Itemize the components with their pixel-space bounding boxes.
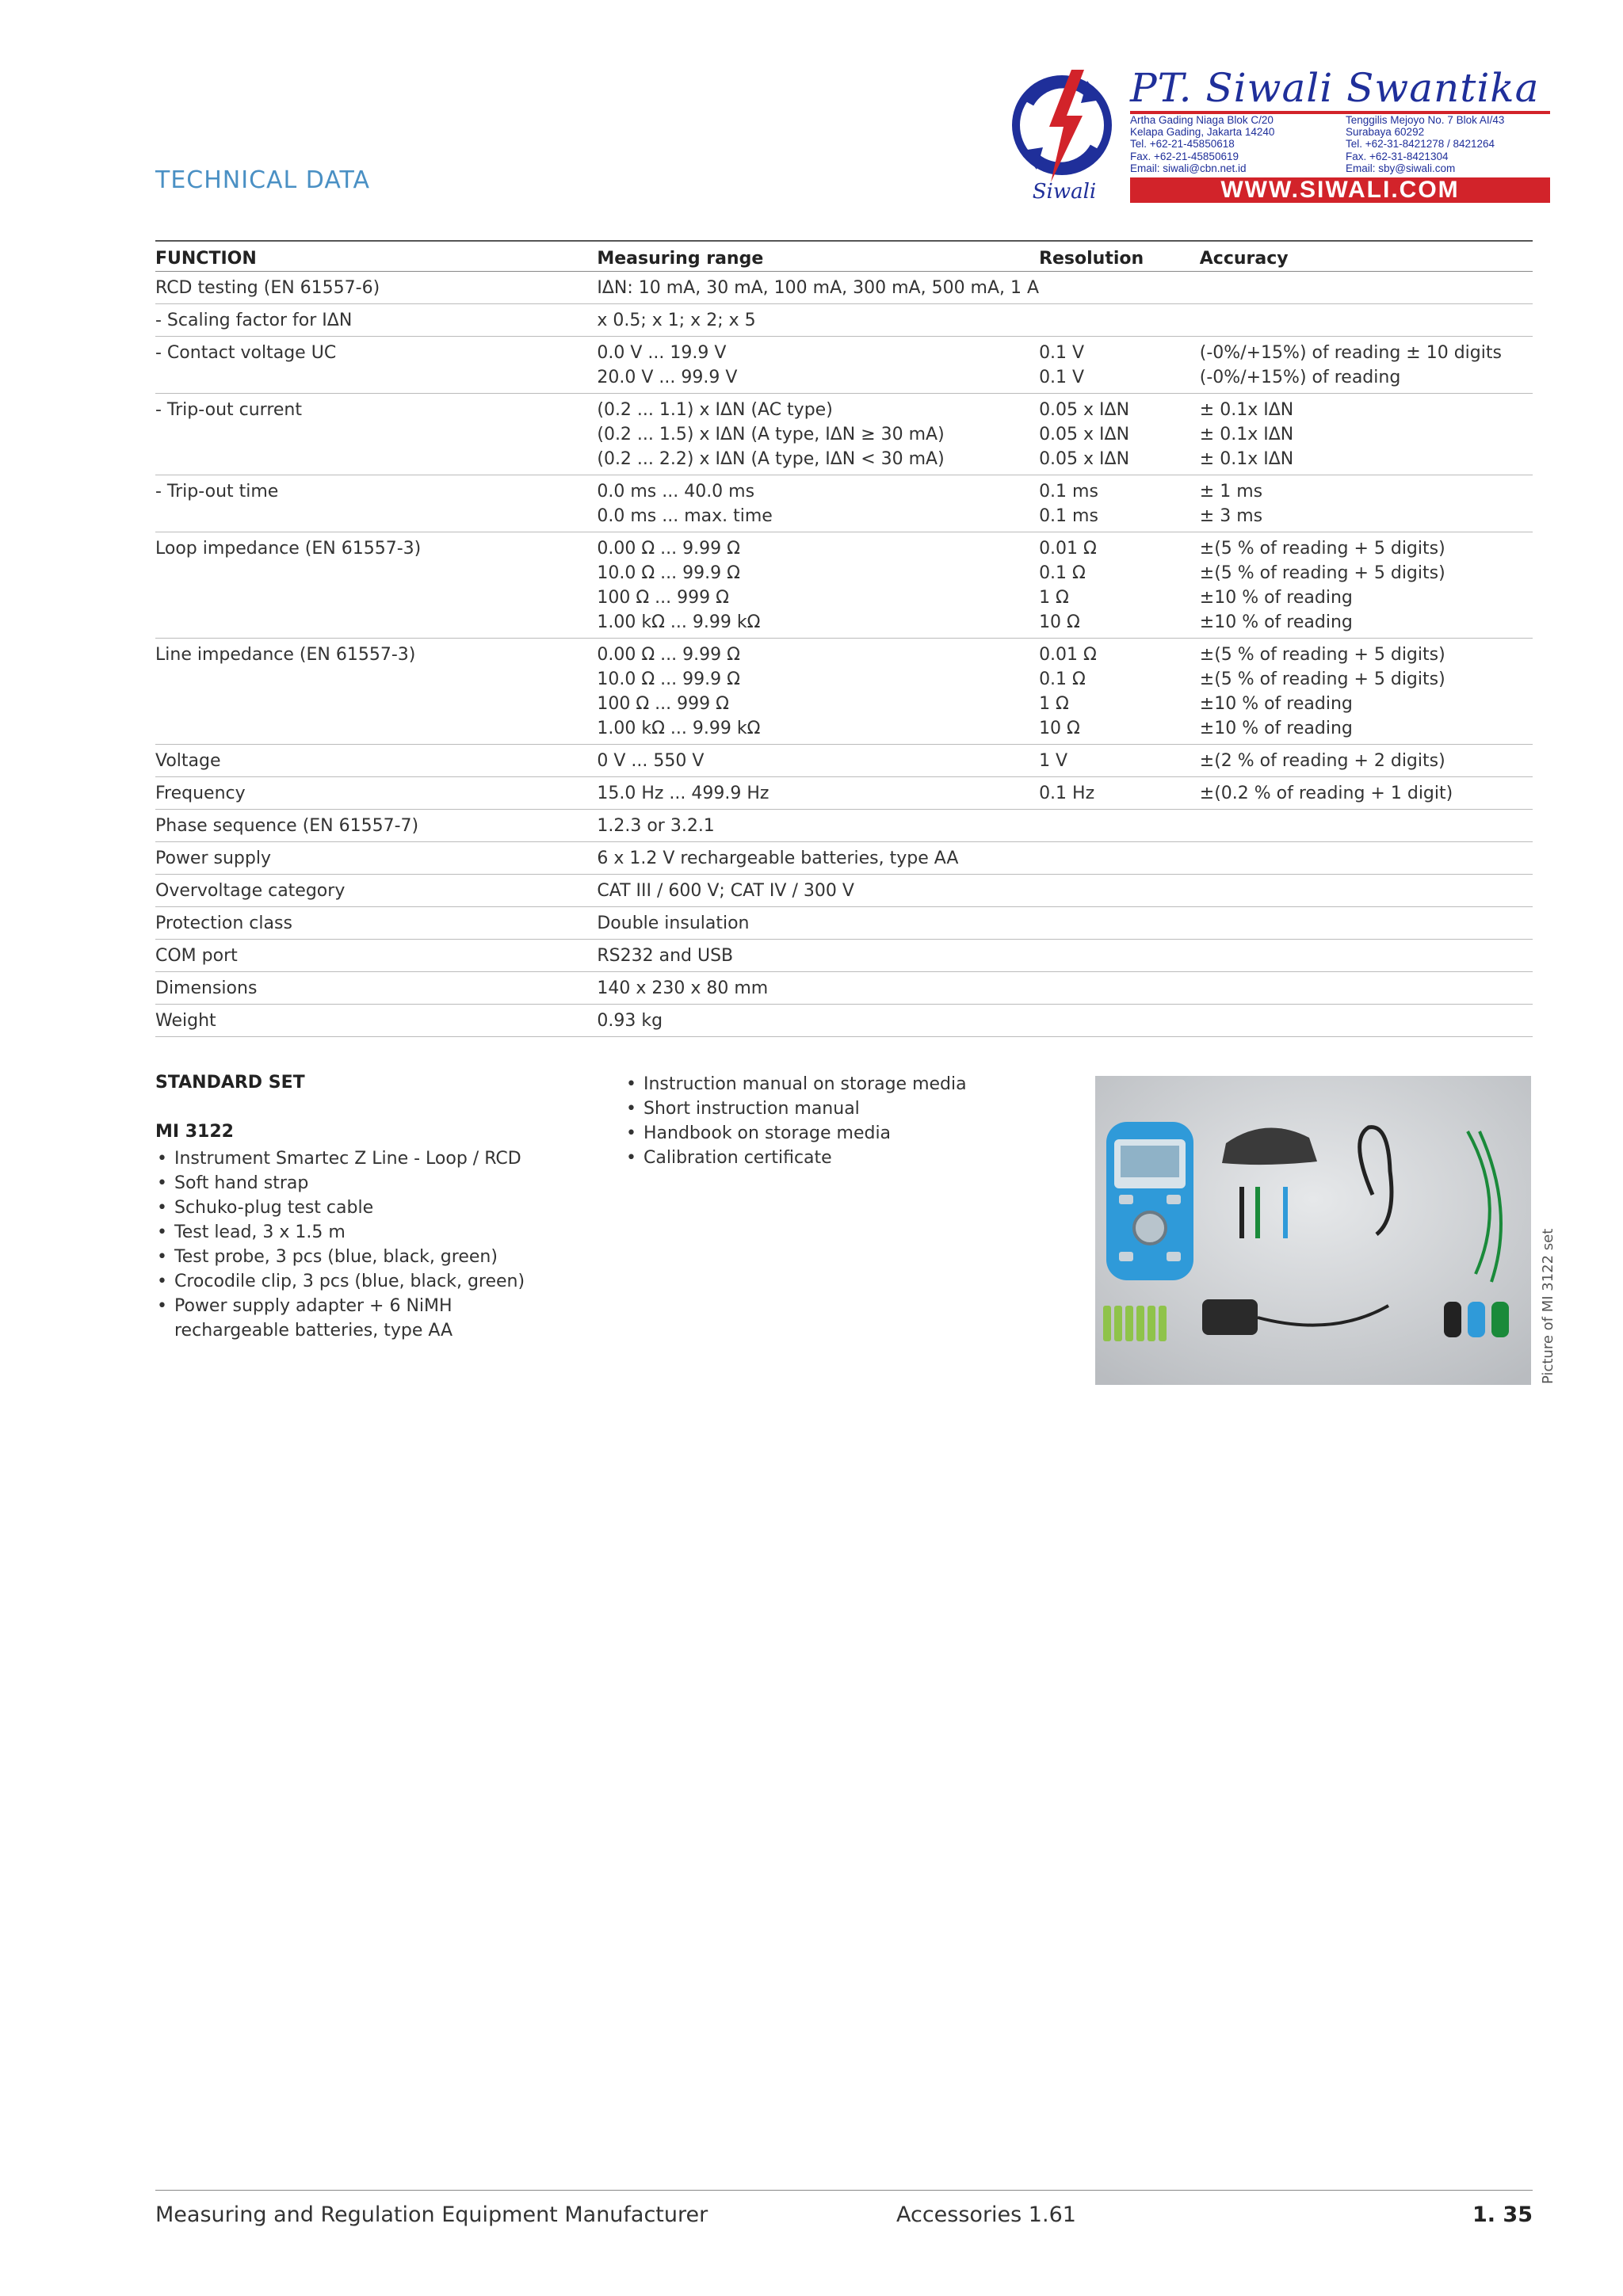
table-header-row — [155, 241, 1533, 272]
cell-function — [155, 639, 597, 745]
cell-accuracy — [1200, 337, 1533, 394]
cell-accuracy — [1200, 842, 1533, 875]
cell-line: Phase sequence (EN 61557-7) — [155, 816, 419, 836]
cell-range — [597, 304, 1039, 337]
instrument-image — [1106, 1122, 1193, 1280]
cell-line: Protection class — [155, 913, 292, 933]
footer-section: Accessories 1.61 — [896, 2203, 1076, 2227]
cell-line: 10 Ω — [1039, 719, 1080, 738]
cell-line: 0.01 Ω — [1039, 539, 1097, 559]
cell-accuracy — [1200, 1005, 1533, 1037]
footer-manufacturer: Measuring and Regulation Equipment Manufacturer — [155, 2203, 708, 2227]
table-row — [155, 842, 1533, 875]
page-number: 1. 35 — [1472, 2203, 1533, 2227]
cell-resolution — [1039, 272, 1200, 304]
cell-line: - Trip-out current — [155, 400, 302, 420]
cell-line: x 0.5; x 1; x 2; x 5 — [597, 311, 756, 330]
cell-resolution — [1039, 907, 1200, 940]
cell-line: ±10 % of reading — [1199, 694, 1353, 714]
table-row — [155, 810, 1533, 842]
cell-resolution — [1039, 842, 1200, 875]
list-item: • Short instruction manual — [624, 1097, 1068, 1121]
cell-line: 0.1 V — [1039, 368, 1085, 387]
cell-range — [597, 394, 1039, 475]
cell-line: 0.1 ms — [1039, 482, 1098, 502]
cell-range — [597, 875, 1039, 907]
cell-line: Double insulation — [597, 913, 750, 933]
cell-line: 20.0 V ... 99.9 V — [597, 368, 738, 387]
product-set-picture — [1095, 1076, 1531, 1385]
table-row — [155, 337, 1533, 394]
cell-resolution — [1039, 475, 1200, 532]
cell-range — [597, 272, 1039, 304]
cell-resolution — [1039, 532, 1200, 639]
cell-range — [597, 745, 1039, 777]
cell-resolution — [1039, 1005, 1200, 1037]
cell-function — [155, 810, 597, 842]
header-measuring-range: Measuring range — [597, 241, 1039, 272]
cell-line: 0.1 Hz — [1039, 784, 1095, 803]
cell-accuracy — [1200, 532, 1533, 639]
cell-line: ±(5 % of reading + 5 digits) — [1199, 645, 1445, 665]
cell-line: CAT III / 600 V; CAT IV / 300 V — [597, 881, 854, 901]
cell-line: 140 x 230 x 80 mm — [597, 978, 769, 998]
header-accuracy: Accuracy — [1200, 241, 1533, 272]
cell-accuracy — [1200, 639, 1533, 745]
cell-line: 0.0 ms ... 40.0 ms — [597, 482, 755, 502]
footer-divider — [155, 2190, 1533, 2191]
cell-line: Line impedance (EN 61557-3) — [155, 645, 416, 665]
standard-set-list-right — [624, 1072, 1068, 1170]
emblem-text: Siwali — [1032, 180, 1097, 204]
cell-resolution — [1039, 394, 1200, 475]
cell-line: 10.0 Ω ... 99.9 Ω — [597, 563, 740, 583]
cell-line: RS232 and USB — [597, 946, 734, 966]
cell-function — [155, 907, 597, 940]
cell-resolution — [1039, 810, 1200, 842]
list-item: • Instruction manual on storage media — [624, 1072, 1068, 1097]
cell-line: 0.05 x IΔN — [1039, 400, 1130, 420]
cell-line: IΔN: 10 mA, 30 mA, 100 mA, 300 mA, 500 mA, 1 A — [597, 278, 1040, 298]
cell-range — [597, 907, 1039, 940]
company-name: PT. Siwali Swantika — [1130, 65, 1540, 111]
cell-line: ±(5 % of reading + 5 digits) — [1199, 669, 1445, 689]
table-row — [155, 940, 1533, 972]
company-logo — [1005, 63, 1552, 208]
cell-function — [155, 337, 597, 394]
table-row — [155, 1005, 1533, 1037]
cell-range — [597, 940, 1039, 972]
cell-line: - Trip-out time — [155, 482, 279, 502]
cell-accuracy — [1200, 394, 1533, 475]
cell-line: 0.93 kg — [597, 1011, 663, 1031]
cell-line: Overvoltage category — [155, 881, 346, 901]
cell-line: 0.1 ms — [1039, 506, 1098, 526]
table-row — [155, 639, 1533, 745]
cell-accuracy — [1200, 745, 1533, 777]
table-row — [155, 777, 1533, 810]
cell-resolution — [1039, 875, 1200, 907]
page-title: TECHNICAL DATA — [155, 166, 371, 194]
header-resolution: Resolution — [1039, 241, 1200, 272]
table-row — [155, 972, 1533, 1005]
cell-accuracy — [1200, 810, 1533, 842]
cell-line: 100 Ω ... 999 Ω — [597, 694, 729, 714]
list-item: • Crocodile clip, 3 pcs (blue, black, green) — [155, 1269, 567, 1294]
address-jakarta: Artha Gading Niaga Blok C/20 Kelapa Gading, Jakarta 14240 Tel. +62-21-45850618 Fax. +62-21-45850619 Email: siwali@cbn.net.id — [1130, 114, 1275, 174]
cell-line: 0.1 Ω — [1039, 563, 1086, 583]
cell-line: ± 1 ms — [1199, 482, 1263, 502]
cell-range — [597, 337, 1039, 394]
cell-line: ±10 % of reading — [1199, 588, 1353, 608]
cell-line: ± 0.1x IΔN — [1199, 425, 1294, 444]
picture-caption: Picture of MI 3122 set — [1540, 1228, 1556, 1384]
header-function: FUNCTION — [155, 241, 597, 272]
list-item: • Soft hand strap — [155, 1171, 567, 1196]
cell-accuracy — [1200, 475, 1533, 532]
cell-line: Dimensions — [155, 978, 258, 998]
cell-resolution — [1039, 745, 1200, 777]
cell-line: 0.00 Ω ... 9.99 Ω — [597, 645, 740, 665]
cell-function — [155, 394, 597, 475]
standard-set-list-left — [155, 1146, 567, 1343]
cell-line: 1.00 kΩ ... 9.99 kΩ — [597, 612, 761, 632]
cell-function — [155, 972, 597, 1005]
cell-function — [155, 842, 597, 875]
cell-function — [155, 745, 597, 777]
cell-line: ±10 % of reading — [1199, 612, 1353, 632]
cell-line: ±(5 % of reading + 5 digits) — [1199, 563, 1445, 583]
list-item: • Calibration certificate — [624, 1146, 1068, 1170]
cell-accuracy — [1200, 972, 1533, 1005]
table-row — [155, 875, 1533, 907]
cell-range — [597, 777, 1039, 810]
cell-resolution — [1039, 972, 1200, 1005]
cell-line: ±(2 % of reading + 2 digits) — [1199, 751, 1445, 771]
crocodile-clips-image — [1444, 1302, 1509, 1337]
website-banner[interactable]: WWW.SIWALI.COM — [1130, 177, 1550, 203]
cell-line: 15.0 Hz ... 499.9 Hz — [597, 784, 769, 803]
cell-line: 10.0 Ω ... 99.9 Ω — [597, 669, 740, 689]
cell-line: - Scaling factor for IΔN — [155, 311, 353, 330]
technical-data-table — [155, 240, 1533, 1037]
cell-line: ± 3 ms — [1199, 506, 1263, 526]
cell-line: ±10 % of reading — [1199, 719, 1353, 738]
address-surabaya: Tenggilis Mejoyo No. 7 Blok AI/43 Surabaya 60292 Tel. +62-31-8421278 / 8421264 Fax. +62-31-8421304 Email: sby@siwali.com — [1346, 114, 1505, 174]
cell-accuracy — [1200, 907, 1533, 940]
table-row — [155, 532, 1533, 639]
cell-line: 100 Ω ... 999 Ω — [597, 588, 729, 608]
cell-function — [155, 940, 597, 972]
table-row — [155, 907, 1533, 940]
cell-range — [597, 842, 1039, 875]
model-name: MI 3122 — [155, 1122, 234, 1142]
cell-line: ±(0.2 % of reading + 1 digit) — [1199, 784, 1453, 803]
cell-line: RCD testing (EN 61557-6) — [155, 278, 380, 298]
cell-accuracy — [1200, 875, 1533, 907]
cell-line: ± 0.1x IΔN — [1199, 449, 1294, 469]
cell-accuracy — [1200, 272, 1533, 304]
cell-line: Power supply — [155, 849, 271, 868]
cell-line: Voltage — [155, 751, 221, 771]
cell-line: 0.05 x IΔN — [1039, 449, 1130, 469]
list-item: • Test lead, 3 x 1.5 m — [155, 1220, 567, 1245]
cell-line: 0.1 V — [1039, 343, 1085, 363]
cell-line: 0.05 x IΔN — [1039, 425, 1130, 444]
cell-line: (0.2 ... 1.5) x IΔN (A type, IΔN ≥ 30 mA) — [597, 425, 945, 444]
list-item: • Handbook on storage media — [624, 1121, 1068, 1146]
cell-line: 0.0 V ... 19.9 V — [597, 343, 727, 363]
cell-range — [597, 810, 1039, 842]
cell-accuracy — [1200, 777, 1533, 810]
table-row — [155, 475, 1533, 532]
cell-line: 1.2.3 or 3.2.1 — [597, 816, 715, 836]
cell-range — [597, 475, 1039, 532]
cell-resolution — [1039, 777, 1200, 810]
cell-function — [155, 304, 597, 337]
list-item: • Schuko-plug test cable — [155, 1196, 567, 1220]
cell-line: 0.0 ms ... max. time — [597, 506, 773, 526]
cell-function — [155, 1005, 597, 1037]
cell-function — [155, 777, 597, 810]
table-row — [155, 272, 1533, 304]
cell-line: 0.01 Ω — [1039, 645, 1097, 665]
cell-line: 10 Ω — [1039, 612, 1080, 632]
cell-line: (-0%/+15%) of reading — [1199, 368, 1401, 387]
cell-line: 1 V — [1039, 751, 1068, 771]
cell-function — [155, 475, 597, 532]
cell-line: 0 V ... 550 V — [597, 751, 705, 771]
cell-accuracy — [1200, 304, 1533, 337]
cell-line: Weight — [155, 1011, 216, 1031]
table-body — [155, 272, 1533, 1037]
table-row — [155, 394, 1533, 475]
cell-line: 1 Ω — [1039, 588, 1069, 608]
cell-line: 0.1 Ω — [1039, 669, 1086, 689]
cell-line: - Contact voltage UC — [155, 343, 337, 363]
cell-resolution — [1039, 940, 1200, 972]
cell-function — [155, 875, 597, 907]
cell-range — [597, 972, 1039, 1005]
table-row — [155, 745, 1533, 777]
cell-resolution — [1039, 639, 1200, 745]
cell-range — [597, 532, 1039, 639]
cell-line: Frequency — [155, 784, 246, 803]
list-item: • Instrument Smartec Z Line - Loop / RCD — [155, 1146, 567, 1171]
cell-line: (-0%/+15%) of reading ± 10 digits — [1199, 343, 1502, 363]
cell-line: 1.00 kΩ ... 9.99 kΩ — [597, 719, 761, 738]
cell-function — [155, 272, 597, 304]
cell-range — [597, 639, 1039, 745]
cell-line: 6 x 1.2 V rechargeable batteries, type AA — [597, 849, 959, 868]
standard-set-title: STANDARD SET — [155, 1073, 305, 1093]
cell-line: Loop impedance (EN 61557-3) — [155, 539, 422, 559]
cell-line: 1 Ω — [1039, 694, 1069, 714]
cell-accuracy — [1200, 940, 1533, 972]
cell-line: ±(5 % of reading + 5 digits) — [1199, 539, 1445, 559]
cell-function — [155, 532, 597, 639]
cell-resolution — [1039, 304, 1200, 337]
cell-range — [597, 1005, 1039, 1037]
cell-line: (0.2 ... 1.1) x IΔN (AC type) — [597, 400, 833, 420]
cell-resolution — [1039, 337, 1200, 394]
cell-line: (0.2 ... 2.2) x IΔN (A type, IΔN < 30 mA) — [597, 449, 945, 469]
siwali-emblem-icon — [1005, 63, 1124, 208]
cell-line: 0.00 Ω ... 9.99 Ω — [597, 539, 740, 559]
list-item: • Power supply adapter + 6 NiMH rechargeable batteries, type AA — [155, 1294, 567, 1343]
cell-line: COM port — [155, 946, 238, 966]
cell-line: ± 0.1x IΔN — [1199, 400, 1294, 420]
table-row — [155, 304, 1533, 337]
list-item: • Test probe, 3 pcs (blue, black, green) — [155, 1245, 567, 1269]
